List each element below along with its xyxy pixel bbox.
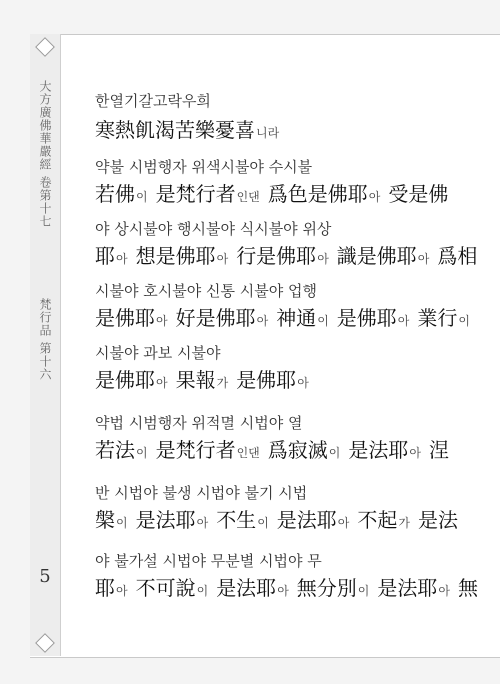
hanja-text-line [95,364,317,393]
hangul-reading-line: 시불야 호시불야 신통 시불야 업행 [95,282,317,300]
hanja-segment: 是法 [417,508,458,532]
grammar-suffix: 인댄 [236,446,260,460]
hanja-segment: 是佛耶 [95,368,155,392]
grammar-suffix: 이 [116,516,128,530]
grammar-suffix: 아 [156,376,168,390]
grammar-suffix: 이 [328,446,341,460]
grammar-suffix: 니라 [256,126,280,140]
grammar-suffix: 이 [136,446,148,460]
hanja-segment: 神通 [276,306,317,330]
grammar-suffix: 아 [438,584,450,598]
grammar-suffix: 이 [257,516,269,530]
page-number: 5 [39,566,51,587]
grammar-suffix: 아 [417,252,430,266]
hangul-reading-line: 약불 시범행자 위색시불야 수시불 [95,158,313,176]
grammar-suffix: 가 [398,516,410,530]
grammar-suffix: 아 [116,252,128,266]
grammar-suffix: 아 [368,190,381,204]
hanja-segment: 無分別 [296,576,357,600]
grammar-suffix: 이 [317,314,329,328]
hanja-segment: 爲色是佛耶 [267,182,368,206]
grammar-suffix: 아 [196,516,209,530]
hanja-segment: 是法耶 [135,508,196,532]
grammar-suffix: 이 [357,584,370,598]
hanja-segment: 是梵行者 [155,438,236,462]
hangul-reading-line: 약법 시범행자 위적멸 시법야 열 [95,414,303,432]
grammar-suffix: 이 [136,190,148,204]
hanja-segment: 是法耶 [216,576,277,600]
hanja-segment: 識是佛耶 [336,244,417,268]
hanja-text-line [95,114,287,143]
hangul-reading-line: 시불야 과보 시불야 [95,344,221,362]
hanja-segment: 無 [457,576,478,600]
hanja-segment: 若法 [95,438,135,462]
grammar-suffix: 아 [317,252,329,266]
grammar-suffix: 아 [409,446,421,460]
grammar-suffix: 아 [277,584,289,598]
chapter-title: 梵行品 第十六 [38,298,52,381]
hanja-segment: 寒熱飢渴苦樂憂喜 [95,118,255,142]
hanja-segment: 是佛耶 [236,368,297,392]
hanja-segment: 果報 [175,368,216,392]
grammar-suffix: 아 [256,314,269,328]
hanja-segment: 若佛 [95,182,135,206]
hanja-text-line [95,572,478,601]
hanja-segment: 業行 [417,306,458,330]
hanja-segment: 是梵行者 [155,182,236,206]
grammar-suffix: 이 [458,314,470,328]
grammar-suffix: 아 [337,516,350,530]
hanja-segment: 好是佛耶 [175,306,256,330]
hanja-segment: 槃 [95,508,115,532]
grammar-suffix: 아 [156,314,168,328]
hanja-segment: 爲相 [437,244,478,268]
grammar-suffix: 인댄 [236,190,260,204]
hanja-segment: 受是佛 [388,182,449,206]
hanja-segment: 行是佛耶 [236,244,317,268]
hanja-segment: 是法耶 [377,576,438,600]
grammar-suffix: 가 [216,376,229,390]
hanja-text-line [95,434,449,463]
hanja-segment: 是佛耶 [95,306,155,330]
sutra-title: 大方廣佛華嚴經 卷第十七 [38,80,52,228]
grammar-suffix: 아 [216,252,229,266]
hanja-segment: 耶 [95,244,115,268]
hangul-reading-line: 야 상시불야 행시불야 식시불야 위상 [95,220,332,238]
hanja-segment: 不生 [216,508,257,532]
grammar-suffix: 이 [196,584,209,598]
hanja-segment: 耶 [95,576,115,600]
hanja-segment: 想是佛耶 [135,244,216,268]
hangul-reading-line: 한열기갈고락우희 [95,92,211,110]
grammar-suffix: 아 [116,584,128,598]
grammar-suffix: 아 [397,314,410,328]
hanja-segment: 不起 [357,508,398,532]
hanja-text-line [95,240,477,269]
grammar-suffix: 아 [297,376,309,390]
hanja-segment: 爲寂滅 [267,438,328,462]
hanja-segment: 涅 [428,438,449,462]
hanja-text-line [95,302,478,331]
hanja-text-line [95,504,458,533]
hanja-segment: 是法耶 [276,508,337,532]
hangul-reading-line: 야 불가설 시법야 무분별 시법야 무 [95,552,322,570]
hanja-text-line [95,178,448,207]
hanja-segment: 是法耶 [348,438,409,462]
hangul-reading-line: 반 시법야 불생 시법야 불기 시법 [95,484,308,502]
hanja-segment: 不可說 [135,576,196,600]
hanja-segment: 是佛耶 [336,306,397,330]
